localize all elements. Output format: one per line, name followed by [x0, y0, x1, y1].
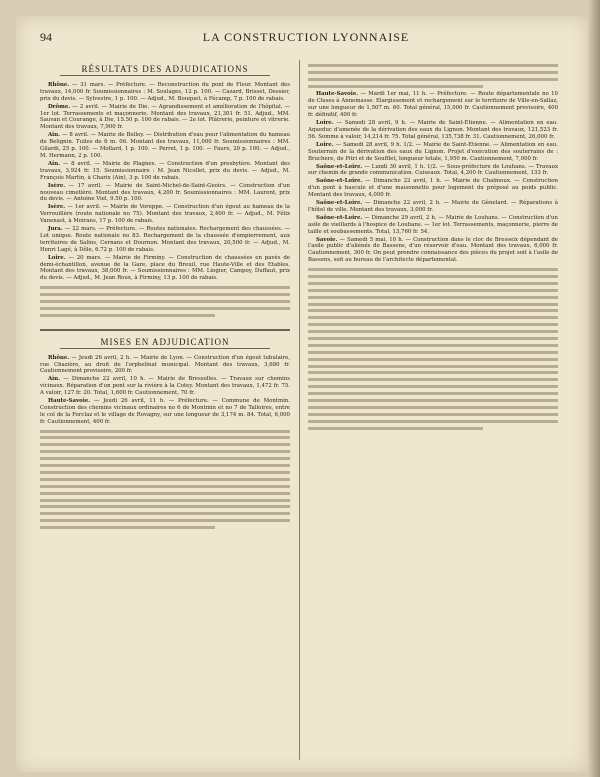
- entry-paragraph: [308, 237, 558, 265]
- entry-label: Haute-Savoie.: [316, 91, 359, 98]
- entry-paragraph: [308, 178, 558, 199]
- entry-label: Loire.: [316, 141, 334, 148]
- entry-text: — Samedi 28 avril, 9 h. 1/2. — Mairie de Saint-Etienne. — Alimentation en eau. Souterrain de la dérivation des eaux du Lignon. Projet d'exécution des souterrains de : Bruchere, de Pitri et de Soufflet, longueur totale, 1,950 m. Cautionnement, 7,000 fr.: [308, 141, 558, 162]
- entry-paragraph: [308, 200, 558, 214]
- entry-text: — Dimanche 22 avril, 10 h. — Mairie de Bressolles. — Travaux sur chemins vicinaux. Réparation d'un pont sur la rivière à la Cotey. Montant des travaux, 1,472 fr. 75. A valoir, 127 fr. 20. Total, 1,600 fr. Cautionnement, 70 fr.: [40, 376, 290, 397]
- entry-text: — 20 mars. — Mairie de Firminy. — Construction de chaussées en pavés de demi-échantillon, avenue de la Gare, place du Breuil, rue Haute-Ville et des Etables. Montant des travaux, 38,000 fr. — Soumissionnaires : MM. Liogier, Campoy, Duffaut, prix du devis. — Adjud., M. Jean Roux, à Firminy, 13 p. 100 de rabais.: [40, 254, 290, 282]
- entry-paragraph: [40, 161, 290, 182]
- mises-list: [40, 355, 290, 426]
- entry-label: Jura.: [48, 226, 63, 233]
- unreadable-text-block: [308, 268, 558, 429]
- entry-label: Saône-et-Loire.: [316, 178, 363, 185]
- entry-paragraph: [308, 164, 558, 178]
- entry-paragraph: [308, 120, 558, 141]
- title-rule: [60, 348, 270, 349]
- right-list: [308, 91, 558, 264]
- entry-text: — Samedi 5 mai, 10 h. — Construction dans le cloc de Bresseix dépendant de l'asile public d'aliénés de Bassens, d'un réservoir d'eau. Montant des travaux, 6,000 fr. Cautionnement, 300 fr. On peut prendre connaissance des pièces du projet soit à l'asile de Bassens, soit au bureau de l'architecte départemental.: [308, 236, 558, 264]
- entry-label: Rhône.: [48, 81, 70, 88]
- entry-label: Rhône.: [48, 354, 70, 361]
- entry-label: Ain.: [48, 132, 61, 139]
- entry-paragraph: [308, 215, 558, 236]
- entry-paragraph: [308, 142, 558, 163]
- entry-text: — Jeudi 26 avril, 11 h. — Préfecture. — Commune de Montmin. Construction des chemins vicinaux ordinaires no 6 de Montmin et no 7 de Talloires, entre le col de la Forclaz et le village de Rovagny, sur une longueur de 3,174 m. 84. Total, 6,000 fr. Cautionnement, 400 fr.: [40, 398, 290, 425]
- entry-text: — 22 mars. — Préfecture. — Routes nationales. Rechargement des chaussées. — Lot unique. Route nationale no 83. Rechargement de la chaussée d'empierrement, aux territoires de Salins, Cernans et Dournon. Montant des travaux, 20,500 fr. — Adjud., M. Henri Lagé, à Dôle, 6.72 p. 100 de rabais.: [40, 226, 290, 253]
- entry-paragraph: [40, 226, 290, 254]
- entry-paragraph: [308, 91, 558, 119]
- right-column: [308, 60, 558, 433]
- entry-label: Saône-et-Loire.: [316, 214, 363, 221]
- entry-paragraph: [40, 355, 290, 376]
- entry-label: Ain.: [48, 376, 61, 383]
- magazine-page: [16, 16, 588, 772]
- entry-text: — 1er avril. — Mairie de Voreppe. — Construction d'un égout au hameau de la Verrouillère (route nationale no 75). Montant des travaux, 2,400 fr. — Adjud., M. Félix Vanenast, à Moirans, 17 p. 100 de rabais.: [40, 204, 290, 225]
- entry-label: Isère.: [48, 204, 66, 211]
- column-divider: [299, 60, 300, 760]
- entry-text: — Dimanche 22 avril, 2 h. — Mairie de Génelard. — Réparations à l'hôtel de ville. Montant des travaux, 3,000 fr.: [308, 200, 559, 213]
- unreadable-text-block: [308, 64, 558, 88]
- entry-label: Saône-et-Loire.: [316, 200, 363, 207]
- entry-paragraph: [40, 104, 290, 132]
- entry-label: Isère.: [48, 182, 66, 189]
- entry-paragraph: [40, 398, 290, 426]
- entry-text: — Lundi 30 avril, 1 h. 1/2. — Sous-préfecture de Louhans. — Travaux sur chemin de grande communication. Cuiseaux. Total, 4,200 fr. Cautionnement, 133 fr.: [308, 163, 558, 177]
- entry-text: — Dimanche 22 avril, 1 h. — Mairie de Chalmoux. — Construction d'un pont à bascule et d'une maisonnette pour logement du préposé au poids public. Montant des travaux, 4,000 fr.: [308, 178, 558, 199]
- entry-text: — 2 avril. — Mairie de Die. — Agrandissement et amélioration de l'hôpital. — 1er lot. Terrassements et maçonnerie. Montant des travaux, 21,301 fr. 51. Adjud., MM. Sauvan et Courange, à Die, 15.50 p. 100 de rabais. — 2e lot. Plâtrerie, peinture et vitrerie. Montant des travaux, 7,900 fr.: [40, 103, 290, 131]
- results-section-title: RÉSULTATS DES ADJUDICATIONS: [81, 64, 249, 74]
- entry-paragraph: [40, 132, 290, 160]
- entry-text: — Jeudi 26 avril, 2 h. — Mairie de Lyon. — Construction d'un égout tubulaire, rue Chazière, au droit de l'orphelinat municipal. Montant des travaux, 3,680 fr. Cautionnement provisoire, 200 fr.: [40, 354, 290, 375]
- entry-text: — 31 mars. — Préfecture. — Reconstruction du pont de Fleur. Montant des travaux, 14,000 fr. Soumissionnaires : M. Soulages, 12 p. 100. — Cazard, Brisset, Dessier, prix du devis. — Sylvestre, 1 p. 100. — Adjud., M. Bouquet, à Fécamp, 7 p. 100 de rabais.: [40, 81, 291, 102]
- entry-label: Haute-Savoie.: [48, 398, 91, 405]
- page-number: 94: [40, 30, 52, 44]
- unreadable-text-block: [40, 430, 290, 529]
- entry-label: Drôme.: [48, 103, 71, 110]
- entry-label: Ain.: [48, 160, 61, 167]
- left-column: [40, 60, 290, 533]
- entry-paragraph: [40, 183, 290, 204]
- unreadable-text-block: [40, 286, 290, 317]
- entry-text: — 8 avril. — Mairie de Plagnes. — Construction d'un presbytère. Montant des travaux, 3,924 fr. 15. Soumissionnaire : M. Jean Nicollet, prix du devis. — Adjud., M. François Martin, à Charix (Ain), 3 p. 100 de rabais.: [40, 160, 290, 181]
- entry-label: Loire.: [48, 254, 66, 261]
- entry-paragraph: [40, 204, 290, 225]
- section-divider: [40, 329, 290, 331]
- running-title: LA CONSTRUCTION LYONNAISE: [202, 30, 410, 44]
- entry-label: Loire.: [316, 120, 334, 127]
- entry-text: — 17 avril. — Mairie de Saint-Michel-de-Saint-Geoirs. — Construction d'un nouveau cimetière. Montant des travaux, 4,200 fr. Soumissionnaires : MM. Laurent, prix du devis. — Antoine Viel, 9.50 p. 100.: [40, 182, 290, 203]
- entry-paragraph: [40, 255, 290, 283]
- page-header: [40, 30, 572, 48]
- page-gutter-shadow: [588, 0, 600, 777]
- entry-text: — Samedi 28 avril, 9 h. — Mairie de Saint-Etienne. — Alimentation en eau. Aqueduc d'amenée de la dérivation des eaux du Lignon. Montant des travaux, 121,523 fr. 56. Somme à valoir, 14,214 fr. 75. Total général, 135,738 fr. 31. Cautionnement, 26,000 fr.: [308, 120, 558, 140]
- mises-section-title: MISES EN ADJUDICATION: [100, 336, 230, 347]
- title-rule: [60, 75, 270, 76]
- entry-label: Saône-et-Loire.: [316, 163, 363, 170]
- entry-text: — 8 avril. — Mairie de Belley. — Distribution d'eau pour l'alimentation du hameau de Belignin. Tuiles de 6 m. 06. Montant des travaux, 11,000 fr. Soumissionnaires : MM. Gilardi, 25 p. 100. — Mollard, 1 p. 100. — Perret, 1 p. 100. — Faure, 20 p. 100. — Adjud., M. Hermann, 2 p. 100.: [40, 132, 291, 159]
- entry-paragraph: [40, 82, 290, 103]
- entry-text: — Mardi 1er mai, 11 h. — Préfecture. — Route départementale no 10 de Cluses à Annemasse. Elargissement et rechargement sur le territoire de Ville-en-Sallaz, sur une longueur de 1,507 m. 60. Total général, 15,000 fr. Cautionnement provisoire, 400 fr. définitif, 400 fr.: [308, 91, 558, 119]
- entry-label: Savoie.: [316, 236, 338, 243]
- results-list: [40, 82, 290, 282]
- entry-text: — Dimanche 29 avril, 2 h. — Mairie de Louhans. — Construction d'un asile de vieillards à l'hospice de Louhans. — 1er lot. Terrassements, maçonnerie, pierre de taille et soubassements. Total, 13,760 fr. 54.: [308, 214, 558, 235]
- entry-paragraph: [40, 376, 290, 397]
